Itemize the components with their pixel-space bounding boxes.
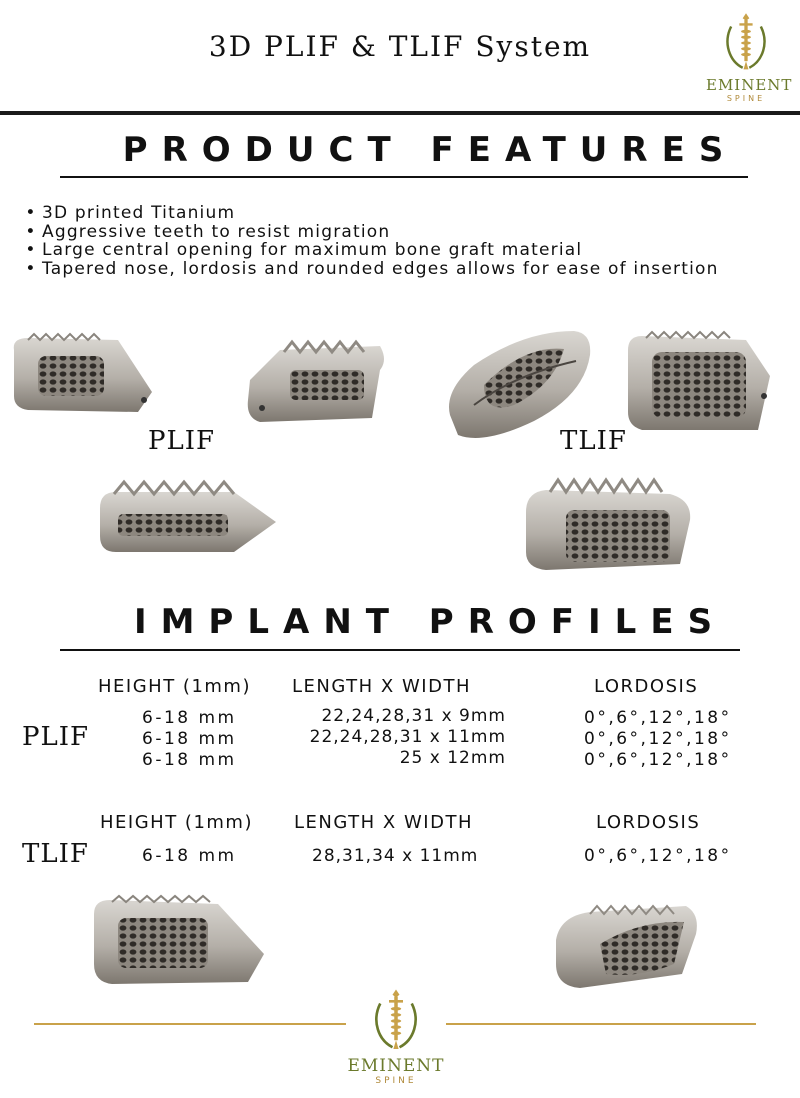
plif-col-length-width: LENGTH X WIDTH xyxy=(292,676,471,697)
tlif-row-lordosis: 0°,6°,12°,18° xyxy=(584,846,732,866)
tlif-gallery-label: TLIF xyxy=(560,426,627,456)
plif-profile-label: PLIF xyxy=(22,722,90,752)
tlif-row-length-width: 28,31,34 x 11mm xyxy=(312,846,479,866)
tlif-col-height: HEIGHT (1mm) xyxy=(100,812,253,833)
plif-implant-image-1 xyxy=(8,330,156,430)
features-rule xyxy=(60,176,748,178)
footer-gold-line-left xyxy=(34,1023,346,1025)
plif-gallery-label: PLIF xyxy=(148,426,216,456)
features-heading: PRODUCT FEATURES xyxy=(122,130,738,170)
tlif-col-length-width: LENGTH X WIDTH xyxy=(294,812,473,833)
footer-gold-line-right xyxy=(446,1023,756,1025)
profiles-heading: IMPLANT PROFILES xyxy=(133,602,727,642)
logo-name: EMINENT xyxy=(706,76,793,94)
page-title: 3D PLIF & TLIF System xyxy=(208,30,592,63)
feature-item: • 3D printed Titanium xyxy=(20,204,719,223)
plif-row-height: 6-18 mm xyxy=(142,729,237,749)
footer-eminent-spine-logo xyxy=(346,986,446,1094)
spine-sword-icon xyxy=(706,10,786,76)
plif-implant-image-2 xyxy=(240,330,390,430)
plif-implant-image-3 xyxy=(94,478,280,564)
header-divider xyxy=(0,111,800,115)
plif-col-lordosis: LORDOSIS xyxy=(594,676,699,697)
tlif-implant-image-4 xyxy=(550,900,702,992)
eminent-spine-logo xyxy=(706,10,793,106)
footer-logo-sub: SPINE xyxy=(375,1076,417,1086)
spine-sword-icon xyxy=(346,986,446,1056)
tlif-profile-label: TLIF xyxy=(22,839,89,869)
plif-row-lordosis: 0°,6°,12°,18° xyxy=(584,708,732,728)
feature-item: • Tapered nose, lordosis and rounded edges allows for ease of insertion xyxy=(20,260,719,279)
plif-row-lordosis: 0°,6°,12°,18° xyxy=(584,729,732,749)
feature-item: • Large central opening for maximum bone graft material xyxy=(20,241,719,260)
plif-row-lordosis: 0°,6°,12°,18° xyxy=(584,750,732,770)
plif-row-length-width: 22,24,28,31 x 11mm xyxy=(309,727,506,747)
plif-row-height: 6-18 mm xyxy=(142,750,237,770)
footer-logo-name: EMINENT xyxy=(347,1056,445,1076)
logo-sub: SPINE xyxy=(726,94,766,103)
tlif-row-height: 6-18 mm xyxy=(142,846,237,866)
feature-item: • Aggressive teeth to resist migration xyxy=(20,223,719,242)
plif-col-height: HEIGHT (1mm) xyxy=(98,676,251,697)
plif-row-length-width: 25 x 12mm xyxy=(399,748,506,768)
tlif-col-lordosis: LORDOSIS xyxy=(596,812,701,833)
tlif-implant-image-3 xyxy=(520,472,698,576)
plif-implant-image-4 xyxy=(88,892,268,992)
plif-row-length-width: 22,24,28,31 x 9mm xyxy=(321,706,506,726)
tlif-implant-image-2 xyxy=(622,330,774,440)
profiles-rule xyxy=(60,649,740,651)
plif-row-height: 6-18 mm xyxy=(142,708,237,728)
features-list xyxy=(20,204,719,278)
